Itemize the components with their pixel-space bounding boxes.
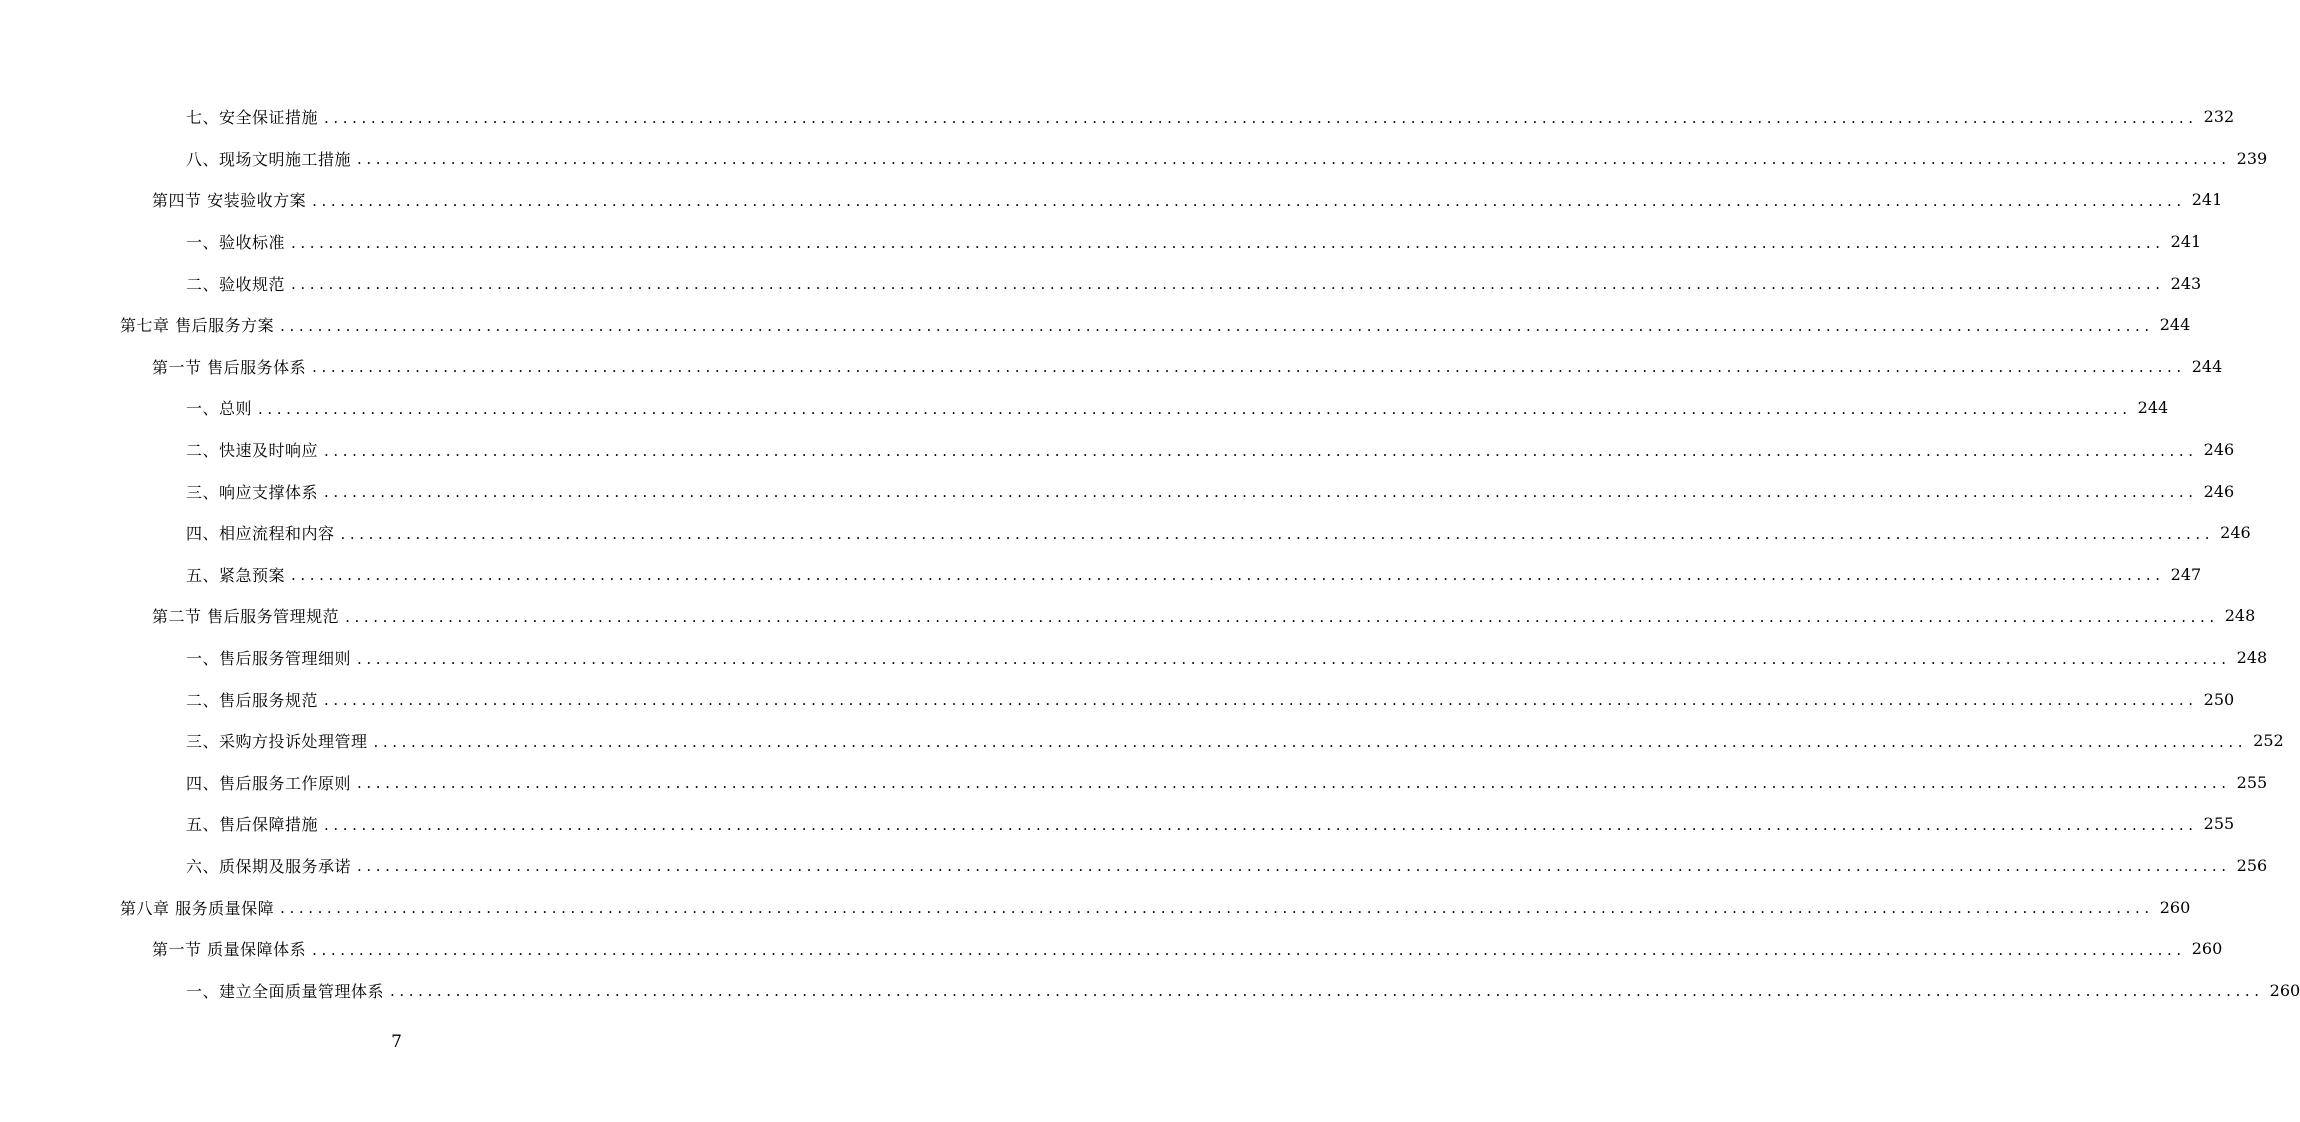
toc-entry-page: 244 xyxy=(2191,356,2223,376)
toc-entry[interactable] xyxy=(0,304,2191,346)
toc-entry-page: 246 xyxy=(2220,523,2251,543)
toc-dot-leader: ........................................................................................................................................................................................................ xyxy=(324,815,2198,834)
toc-dot-leader: ........................................................................................................................................................................................................ xyxy=(357,150,2231,169)
toc-dot-leader: ........................................................................................................................................................................................................ xyxy=(324,108,2198,127)
toc-dot-leader: ........................................................................................................................................................................................................ xyxy=(340,524,2215,543)
toc-entry-title: 一、售后服务管理细则 xyxy=(186,649,352,669)
toc-entry-page: 256 xyxy=(2236,855,2268,875)
toc-entry[interactable] xyxy=(0,554,2202,596)
toc-entry-title: 二、验收规范 xyxy=(186,274,286,294)
page-number: 7 xyxy=(391,1032,402,1052)
toc-entry-page: 241 xyxy=(2191,190,2223,210)
toc-dot-leader: ........................................................................................................................................................................................................ xyxy=(357,649,2231,668)
toc-entry-page: 239 xyxy=(2236,148,2268,168)
toc-entry[interactable] xyxy=(0,595,2256,637)
toc-dot-leader: ........................................................................................................................................................................................................ xyxy=(312,358,2186,377)
toc-entry[interactable] xyxy=(0,179,2223,221)
toc-dot-leader: ........................................................................................................................................................................................................ xyxy=(280,899,2154,918)
toc-entry-page: 244 xyxy=(2159,315,2191,335)
toc-dot-leader: ........................................................................................................................................................................................................ xyxy=(324,441,2198,460)
toc-entry[interactable] xyxy=(0,387,2169,429)
toc-entry-title: 六、质保期及服务承诺 xyxy=(186,856,352,876)
toc-entry-page: 241 xyxy=(2170,232,2202,252)
toc-entry-page: 246 xyxy=(2203,481,2235,501)
toc-dot-leader: ........................................................................................................................................................................................................ xyxy=(324,691,2198,710)
toc-entry-title: 第八章 服务质量保障 xyxy=(120,898,275,918)
toc-entry-title: 八、现场文明施工措施 xyxy=(186,149,352,169)
toc-entry[interactable] xyxy=(0,346,2223,388)
toc-entry-page: 260 xyxy=(2159,897,2191,917)
toc-entry-title: 一、验收标准 xyxy=(186,233,286,253)
toc-entry-page: 244 xyxy=(2137,398,2169,418)
toc-entry[interactable] xyxy=(0,429,2235,471)
toc-entry-title: 七、安全保证措施 xyxy=(186,108,319,128)
toc-entry-title: 四、售后服务工作原则 xyxy=(186,773,352,793)
toc-dot-leader: ........................................................................................................................................................................................................ xyxy=(291,233,2165,252)
toc-entry-title: 二、售后服务规范 xyxy=(186,690,319,710)
toc-entry-page: 232 xyxy=(2203,107,2235,127)
toc-entry-page: 246 xyxy=(2203,440,2235,460)
toc-entry-page: 252 xyxy=(2253,731,2284,751)
toc-dot-leader: ........................................................................................................................................................................................................ xyxy=(373,732,2248,751)
toc-entry[interactable] xyxy=(0,138,2268,180)
toc-entry-title: 二、快速及时响应 xyxy=(186,441,319,461)
toc-dot-leader: ........................................................................................................................................................................................................ xyxy=(258,399,2132,418)
toc-dot-leader: ........................................................................................................................................................................................................ xyxy=(291,275,2165,294)
toc-entry-title: 第一节 质量保障体系 xyxy=(152,940,307,960)
toc-dot-leader: ........................................................................................................................................................................................................ xyxy=(357,774,2231,793)
toc-dot-leader: ........................................................................................................................................................................................................ xyxy=(312,940,2186,959)
toc-dot-leader: ........................................................................................................................................................................................................ xyxy=(324,483,2198,502)
toc-entry[interactable] xyxy=(0,845,2268,887)
toc-dot-leader: ........................................................................................................................................................................................................ xyxy=(357,857,2231,876)
toc-entry-page: 255 xyxy=(2203,814,2235,834)
toc-entry-page: 243 xyxy=(2170,273,2202,293)
toc-entry-title: 第四节 安装验收方案 xyxy=(152,191,307,211)
toc-entry-title: 第二节 售后服务管理规范 xyxy=(152,607,340,627)
toc-entry[interactable] xyxy=(0,886,2191,928)
toc-entry-title: 一、总则 xyxy=(186,399,253,419)
toc-entry[interactable] xyxy=(0,928,2223,970)
toc-dot-leader: ........................................................................................................................................................................................................ xyxy=(312,191,2186,210)
toc-entry-title: 三、响应支撑体系 xyxy=(186,482,319,502)
toc-entry[interactable] xyxy=(0,637,2268,679)
toc-entry[interactable] xyxy=(0,762,2268,804)
toc-entry-title: 五、售后保障措施 xyxy=(186,815,319,835)
toc-entry[interactable] xyxy=(0,96,2235,138)
toc-entry-page: 260 xyxy=(2269,980,2300,1000)
toc-entry[interactable] xyxy=(0,262,2202,304)
toc-entry[interactable] xyxy=(0,512,2251,554)
toc-entry-page: 248 xyxy=(2224,606,2256,626)
toc-entry-page: 250 xyxy=(2203,689,2235,709)
toc-entry-title: 三、采购方投诉处理管理 xyxy=(186,732,368,752)
toc-entry-title: 五、紧急预案 xyxy=(186,565,286,585)
toc-entry[interactable] xyxy=(0,678,2235,720)
toc-entry-title: 四、相应流程和内容 xyxy=(186,524,335,544)
toc-entry-title: 一、建立全面质量管理体系 xyxy=(186,981,385,1001)
toc-entry-title: 第一节 售后服务体系 xyxy=(152,357,307,377)
toc-entry[interactable] xyxy=(0,803,2235,845)
toc-dot-leader: ........................................................................................................................................................................................................ xyxy=(291,566,2165,585)
toc-entry-title: 第七章 售后服务方案 xyxy=(120,316,275,336)
toc-entry-page: 247 xyxy=(2170,564,2202,584)
toc-entry[interactable] xyxy=(0,969,2300,1011)
toc-entry[interactable] xyxy=(0,221,2202,263)
toc-dot-leader: ........................................................................................................................................................................................................ xyxy=(345,607,2219,626)
table-of-contents xyxy=(0,96,2300,1011)
toc-dot-leader: ........................................................................................................................................................................................................ xyxy=(280,316,2154,335)
toc-entry[interactable] xyxy=(0,720,2284,762)
toc-entry-page: 248 xyxy=(2236,648,2268,668)
toc-entry-page: 255 xyxy=(2236,772,2268,792)
toc-dot-leader: ........................................................................................................................................................................................................ xyxy=(390,982,2264,1001)
toc-entry-page: 260 xyxy=(2191,939,2223,959)
toc-entry[interactable] xyxy=(0,470,2235,512)
